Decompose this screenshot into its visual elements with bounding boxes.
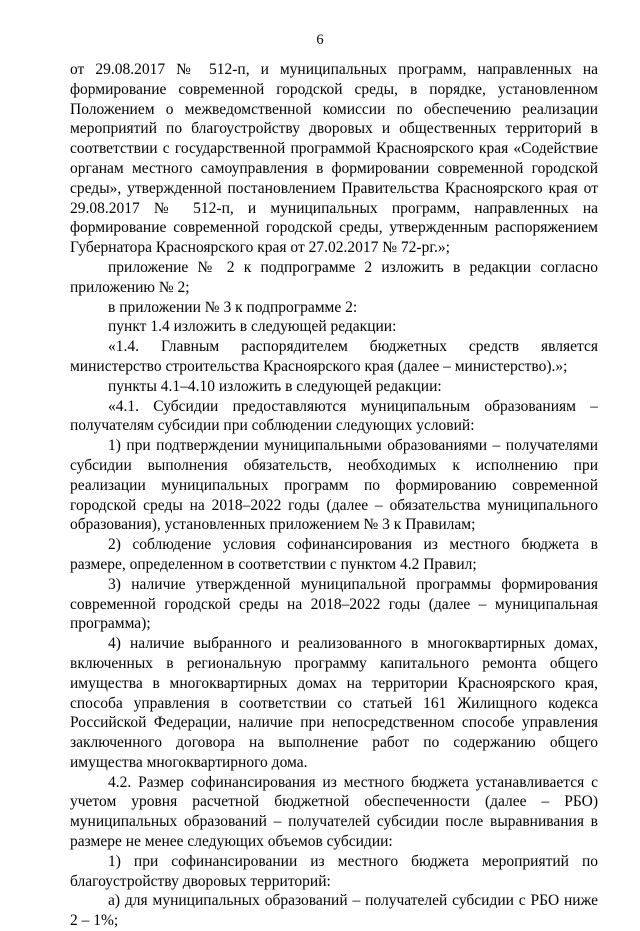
list-item: а) для муниципальных образований – получателей субсидии с РБО ниже 2 – 1%; xyxy=(70,892,598,930)
paragraph: «4.1. Субсидии предоставляются муниципальным образованиям – получателям субсидии при соблюдении следующих условий: xyxy=(70,397,598,435)
paragraph: «1.4. Главным распорядителем бюджетных средств является министерство строительства Красноярского края (далее – министерство).»; xyxy=(70,338,598,375)
list-item: 4) наличие выбранного и реализованного в многоквартирных домах, включенных в региональную программу капитального ремонта общего имущества в многоквартирных домах на территории Красноярского края, способа управления в соответствии со статьей 161 Жилищного кодекса Российской Федерации, наличие при непосредственном способе управления заключенного договора на выполнение работ по содержанию общего имущества многоквартирного дома. xyxy=(70,635,598,771)
paragraph: в приложении № 3 к подпрограмме 2: xyxy=(108,298,358,316)
list-item: 1) при подтверждении муниципальными образованиями – получателями субсидии выполнения обязательств, необходимых к исполнению при реализации муниципальных программ по формированию современной городской среды на 2018–2022 годы (далее – обязательства муниципального образования), установленных приложением № 3 к Правилам; xyxy=(70,437,598,534)
paragraph: 4.2. Размер софинансирования из местного бюджета устанавливается с учетом уровня расчетной бюджетной обеспеченности (далее – РБО) муниципальных образований – получателей субсидии после выравнивания в размере не менее следующих объемов субсидии: xyxy=(70,773,598,851)
list-item: 3) наличие утвержденной муниципальной программы формирования современной городской среды на 2018–2022 годы (далее – муниципальная программа); xyxy=(70,575,598,633)
list-item: 2) соблюдение условия софинансирования из местного бюджета в размере, определенном в соответствии с пунктом 4.2 Правил; xyxy=(70,536,598,573)
paragraph: приложение № 2 к подпрограмме 2 изложить в редакции согласно приложению № 2; xyxy=(70,258,598,296)
document-body xyxy=(70,60,598,931)
paragraph: пункты 4.1–4.10 изложить в следующей редакции: xyxy=(108,377,442,395)
page-number: 6 xyxy=(316,32,324,48)
list-item: 1) при софинансировании из местного бюджета мероприятий по благоустройству дворовых территорий: xyxy=(70,852,598,890)
paragraph: от 29.08.2017 № 512-п, и муниципальных программ, направленных на формирование современной городской среды, в порядке, установленном Положением о межведомственной комиссии по обеспечению реализации мероприятий по благоустройству дворовых и общественных территорий в соответствии с государственной программой Красноярского края «Содействие органам местного самоуправления в формировании современной городской среды», утвержденной постановлением Правительства Красноярского края от 29.08.2017 № 512-п, и муниципальных программ, направленных на формирование современной городской среды, утвержденным распоряжением Губернатора Красноярского края от 27.02.2017 № 72-рг.»; xyxy=(70,61,598,257)
paragraph: пункт 1.4 изложить в следующей редакции: xyxy=(108,318,397,336)
